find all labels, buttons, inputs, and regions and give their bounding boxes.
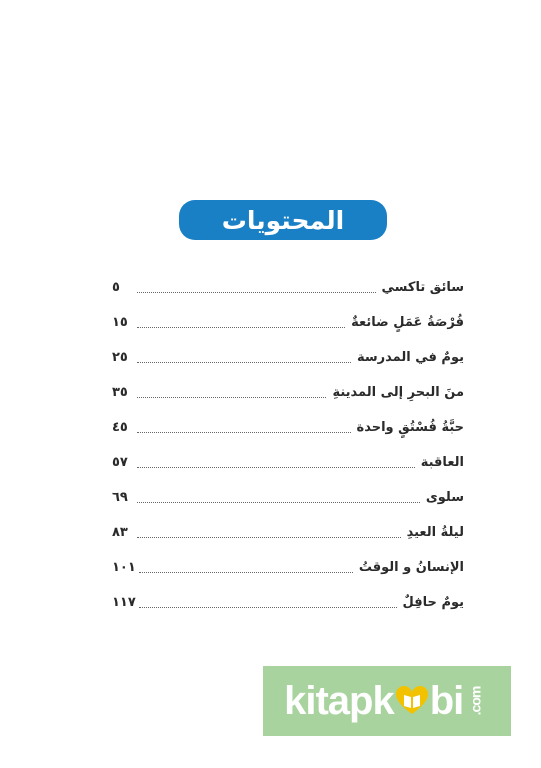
watermark-text (284, 679, 490, 724)
toc-page-number: ١٠١ (112, 560, 136, 575)
toc-page-number: ٢٥ (112, 350, 128, 365)
dot-leader (139, 571, 353, 573)
dot-leader (137, 291, 376, 293)
table-of-contents (112, 270, 464, 620)
kitapkalbi-watermark (263, 666, 511, 736)
toc-row[interactable] (112, 445, 464, 480)
toc-page-number: ١١٧ (112, 595, 136, 610)
watermark-right-text: bi (429, 678, 464, 723)
watermark-left-text: kitapk (284, 678, 394, 723)
toc-page-number: ٨٣ (112, 525, 128, 540)
contents-title-text: المحتويات (221, 205, 345, 235)
toc-row[interactable] (112, 305, 464, 340)
toc-title: سلوى (425, 490, 464, 505)
toc-title: فُرْصَةُ عَمَلٍ ضائعةٌ (351, 315, 464, 330)
toc-row[interactable] (112, 585, 464, 620)
toc-title: حبَّةُ فُسْتُقٍ واحدة (356, 420, 464, 435)
toc-page-number: ٦٩ (112, 490, 128, 505)
toc-page-number: ٣٥ (112, 385, 128, 400)
toc-page-number: ٤٥ (112, 420, 128, 435)
toc-row[interactable] (112, 515, 464, 550)
toc-row[interactable] (112, 270, 464, 305)
watermark-suffix: .com (467, 686, 484, 716)
toc-page-number: ٥٧ (112, 455, 128, 470)
dot-leader (139, 606, 397, 608)
toc-title: يومٌ حافِلٌ (402, 595, 464, 610)
contents-title (179, 200, 387, 240)
dot-leader (137, 501, 420, 503)
dot-leader (137, 361, 351, 363)
dot-leader (137, 431, 351, 433)
toc-row[interactable] (112, 410, 464, 445)
toc-title: الإنسانُ و الوقتُ (358, 560, 464, 575)
toc-page-number: ٥ (112, 280, 120, 295)
toc-row[interactable] (112, 550, 464, 585)
dot-leader (137, 466, 415, 468)
dot-leader (137, 536, 401, 538)
dot-leader (137, 396, 326, 398)
toc-row[interactable] (112, 340, 464, 375)
toc-page-number: ١٥ (112, 315, 128, 330)
heart-book-icon (395, 686, 429, 716)
toc-title: ليلةُ العيدِ (406, 525, 464, 540)
toc-title: منَ البحرِ إلى المدينةِ (332, 385, 464, 400)
toc-title: يومٌ في المدرسة (357, 350, 464, 365)
toc-row[interactable] (112, 480, 464, 515)
toc-title: العاقبة (420, 455, 464, 470)
toc-row[interactable] (112, 375, 464, 410)
toc-title: سائق تاكسي (381, 280, 464, 295)
dot-leader (137, 326, 345, 328)
